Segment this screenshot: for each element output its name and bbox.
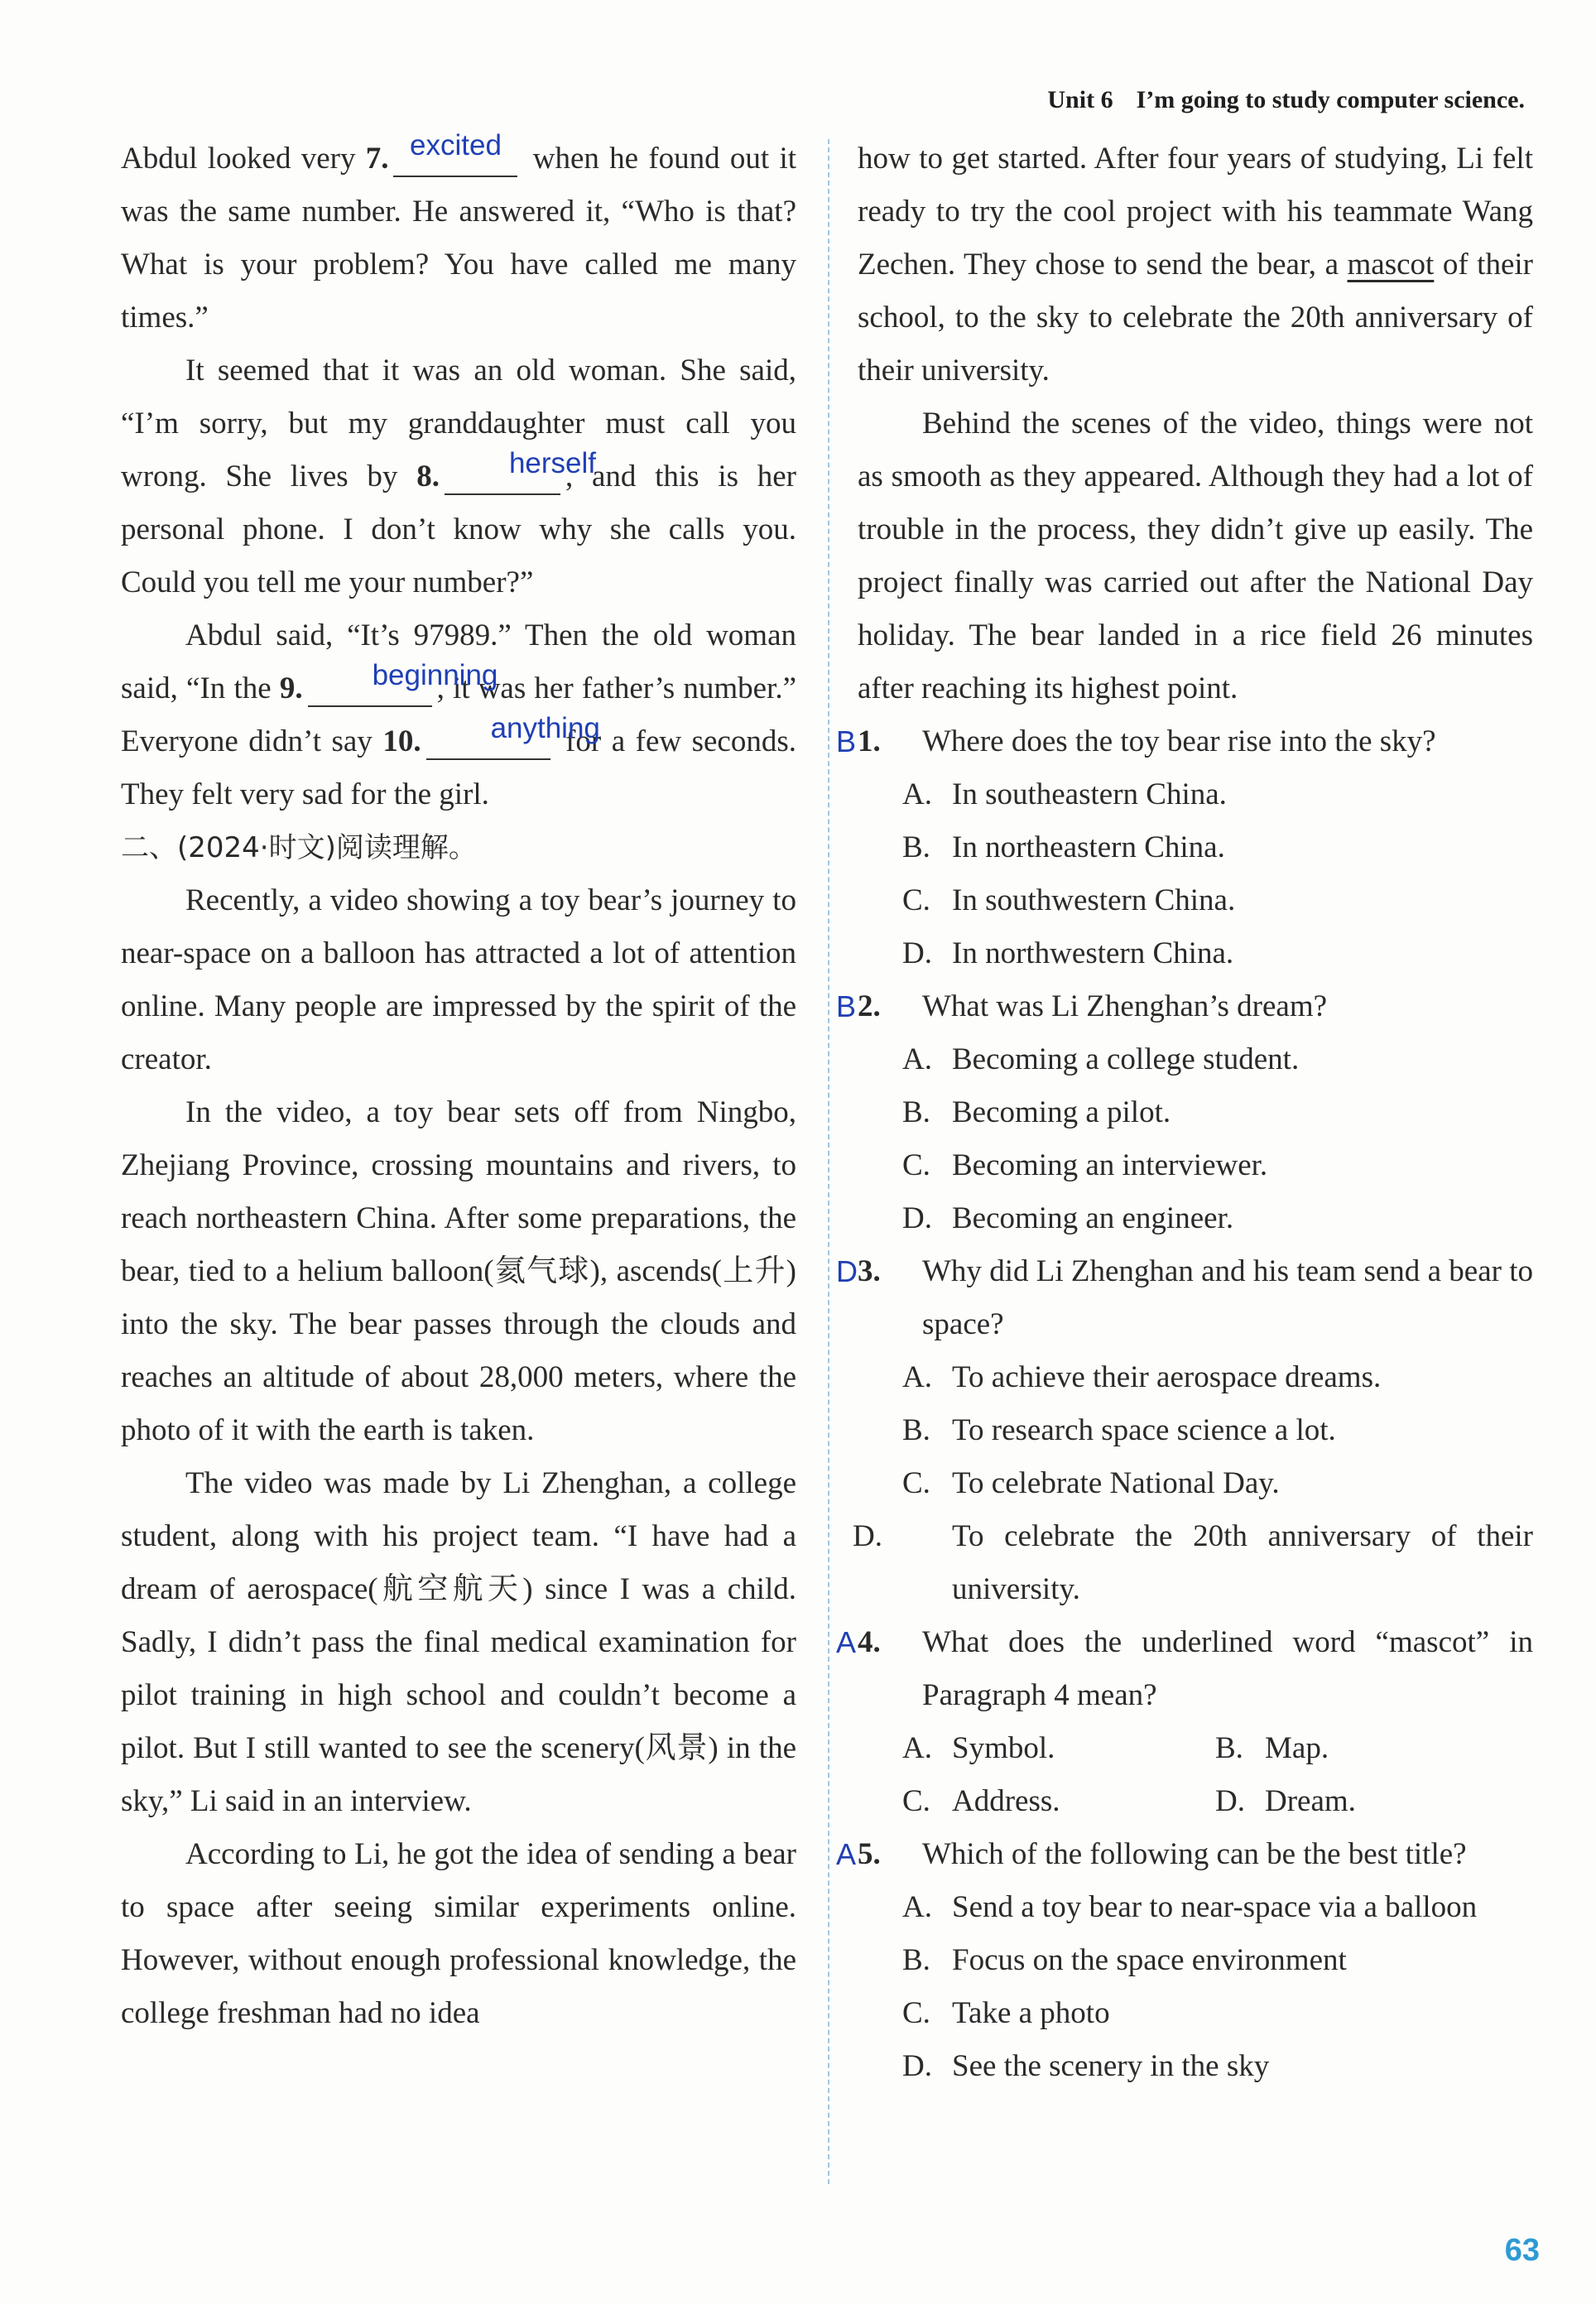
options-row-2 [858, 1775, 1533, 1828]
option-d: D. See the scenery in the sky [902, 2049, 1270, 2083]
underlined-word-mascot: mascot [1347, 248, 1435, 282]
option-a: A. In southeastern China. [902, 777, 1227, 811]
answer-mark: B [836, 989, 857, 1023]
cloze-paragraph-1: Abdul looked very 7. excited when he found out it was the same number. He answered it, “Who is that? What is your problem? You have called me many times.” [121, 129, 796, 334]
question-1 [836, 715, 1533, 980]
option-d: D. Becoming an engineer. [902, 1201, 1234, 1235]
option-b: B. To research space science a lot. [902, 1413, 1336, 1447]
option-c: C. In southwestern China. [902, 883, 1236, 917]
question-3 [836, 1245, 1533, 1616]
reading-paragraph-4-continued: how to get started. After four years of studying, Li felt ready to try the cool project with his teammate Wang Zechen. They chose to send the bear, a mascot of their school, to the sky to celebrate the 20th anniversary of their university. [858, 142, 1533, 387]
question-text: Why did Li Zhenghan and his team send a bear to space? [922, 1254, 1533, 1341]
reading-paragraph-4: According to Li, he got the idea of sending a bear to space after seeing similar experiments online. However, without enough professional knowledge, the college freshman had no idea [121, 1837, 796, 2030]
option-c: C. Address. [902, 1784, 1060, 1818]
question-5 [836, 1828, 1533, 2093]
option-c: C. Becoming an interviewer. [902, 1148, 1268, 1182]
option-b: B. Map. [1215, 1731, 1329, 1765]
unit-label: Unit 6 [1047, 86, 1113, 113]
question-4 [836, 1616, 1533, 1828]
answer-blank-9: beginning [308, 672, 432, 707]
question-number: 3. [858, 1254, 881, 1288]
unit-title: I’m going to study computer science. [1136, 86, 1525, 113]
answer-blank-10: anything [426, 725, 550, 760]
question-number: 4. [858, 1625, 881, 1659]
option-d: D. In northwestern China. [902, 936, 1234, 970]
reading-paragraph-1: Recently, a video showing a toy bear’s journey to near-space on a balloon has attracted a lot of attention online. Many people are impressed by the spirit of the creator. [121, 883, 796, 1076]
question-number: 2. [858, 989, 881, 1023]
option-b: B. In northeastern China. [902, 830, 1225, 864]
option-d: D. Dream. [1215, 1784, 1356, 1818]
option-a: A. Symbol. [902, 1731, 1055, 1765]
reading-paragraph-3: The video was made by Li Zhenghan, a college student, along with his project team. “I have had a dream of aerospace(航空航天) since I was a child. Sadly, I didn’t pass the final medical examination for pilot training in high school and couldn’t become a pilot. But I still wanted to see the scenery(风景) in the sky,” Li said in an interview. [121, 1466, 796, 1818]
answer-blank-7: excited [393, 142, 517, 177]
cloze-paragraph-2: It seemed that it was an old woman. She said, “I’m sorry, but my granddaughter must call you wrong. She lives by 8. herself, and this is her personal phone. I don’t know why she calls you. Could you tell me your number?” [121, 354, 796, 599]
question-2 [836, 980, 1533, 1245]
option-c: C. To celebrate National Day. [902, 1466, 1280, 1500]
answer-mark: B [836, 724, 857, 758]
option-a: A. Send a toy bear to near-space via a balloon [902, 1890, 1478, 1924]
answer-blank-8: herself [445, 460, 560, 495]
left-column [121, 129, 796, 2040]
option-d: D. To celebrate the 20th anniversary of their university. [853, 1519, 1533, 1606]
section-title: 二、(2024·时文)阅读理解。 [121, 831, 477, 864]
reading-paragraph-2: In the video, a toy bear sets off from Ningbo, Zhejiang Province, crossing mountains and rivers, to reach northeastern China. After some preparations, the bear, tied to a helium balloon(氦气球), ascends(上升) into the sky. The bear passes through the clouds and reaches an altitude of about 28,000 meters, where the photo of it with the earth is taken. [121, 1095, 796, 1447]
page-number: 63 [1504, 2233, 1540, 2268]
option-c: C. Take a photo [902, 1996, 1110, 2030]
question-text: Where does the toy bear rise into the sky? [922, 724, 1436, 758]
answer-mark: D [836, 1254, 858, 1288]
running-header [1047, 86, 1525, 114]
question-number: 1. [858, 724, 881, 758]
option-b: B. Focus on the space environment [902, 1943, 1347, 1977]
reading-paragraph-5: Behind the scenes of the video, things were not as smooth as they appeared. Although they had a lot of trouble in the process, they didn’t give up easily. The project finally was carried out after the National Day holiday. The bear landed in a rice field 26 minutes after reaching its highest point. [858, 407, 1533, 705]
cloze-paragraph-3: Abdul said, “It’s 97989.” Then the old woman said, “In the 9. beginning, it was her father’s number.” Everyone didn’t say 10. anything for a few seconds. They felt very sad for the girl. [121, 618, 796, 811]
question-text: Which of the following can be the best title? [922, 1837, 1467, 1871]
question-text: What was Li Zhenghan’s dream? [922, 989, 1328, 1023]
option-b: B. Becoming a pilot. [902, 1095, 1171, 1129]
options-row-1 [858, 1722, 1533, 1775]
column-divider [828, 139, 829, 2184]
question-number: 5. [858, 1837, 881, 1871]
answer-mark: A [836, 1837, 857, 1871]
question-text: What does the underlined word “mascot” in Paragraph 4 mean? [922, 1625, 1533, 1712]
option-a: A. To achieve their aerospace dreams. [902, 1360, 1382, 1394]
answer-mark: A [836, 1625, 857, 1659]
option-a: A. Becoming a college student. [902, 1042, 1300, 1076]
right-column [836, 132, 1533, 2093]
